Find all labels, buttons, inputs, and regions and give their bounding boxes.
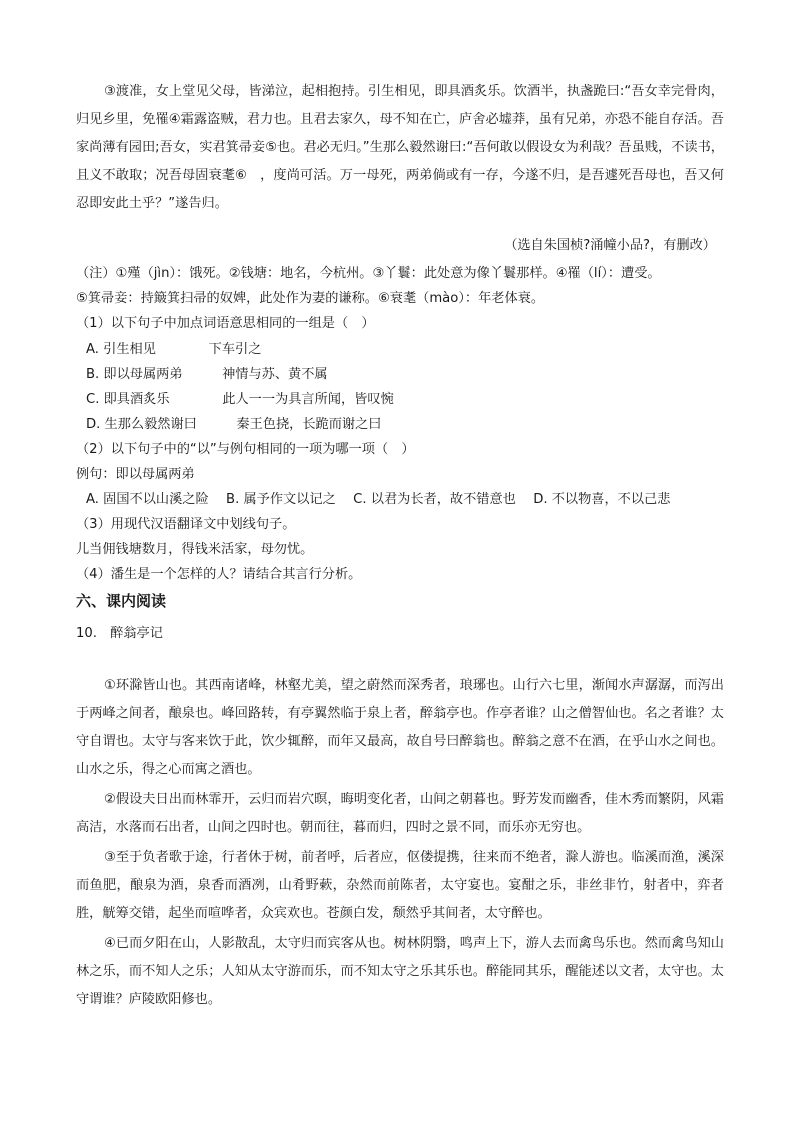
passage1-source: （选自朱国桢?涌幢小品?，有删改） xyxy=(504,238,716,253)
notes-line2: ⑤箕帚妾：持簸箕扫帚的奴婢，此处作为妻的谦称。⑥衰耄（mào）：年老体衰。 xyxy=(76,291,545,306)
notes-line1: （注）①殣（jìn）：饿死。②钱塘：地名，今杭州。③丫鬟：此处意为像丫鬟那样。④罹（lí）：遭受。 xyxy=(76,266,661,281)
question-3: （3）用现代汉语翻译文中划线句子。 xyxy=(76,517,296,532)
q1-option-a: A. 引生相见 下车引之 xyxy=(86,342,262,357)
passage2-paragraph3: ③至于负者歌于途，行者休于树，前者呼，后者应，伛偻提携，往来而不绝者，滁人游也。临溪而渔，溪深而鱼肥，酿泉为酒，泉香而酒冽，山肴野蔌，杂然而前陈者，太守宴也。宴酣之乐，非丝非竹，射者中，弈者胜，觥筹交错，起坐而喧哗者，众宾欢也。苍颜白发，颓然乎其间者，太守醉也。 xyxy=(76,850,724,921)
section-heading: 六、课内阅读 xyxy=(76,592,167,610)
question-1: （1）以下句子中加点词语意思相同的一组是（ ） xyxy=(76,316,375,331)
q1-option-c: C. 即具酒炙乐 此人一一为具言所闻，皆叹惋 xyxy=(86,392,394,407)
passage2-paragraph4: ④已而夕阳在山，人影散乱，太守归而宾客从也。树林阴翳，鸣声上下，游人去而禽鸟乐也。然而禽鸟知山林之乐，而不知人之乐；人知从太守游而乐，而不知太守之乐其乐也。醉能同其乐，醒能述以文者，太守也。太守谓谁？庐陵欧阳修也。 xyxy=(76,936,724,1007)
q1-option-d: D. 生那么毅然谢曰 秦王色挠，长跪而谢之曰 xyxy=(86,417,382,432)
section-item-title: 10. 醉翁亭记 xyxy=(76,626,163,641)
question-2: （2）以下句子中的“以”与例句相同的一项为哪一项（ ） xyxy=(76,442,415,457)
q1-option-b: B. 即以母属两弟 神情与苏、黄不属 xyxy=(86,367,328,382)
q2-options: A. 固国不以山溪之险 B. 属予作文以记之 C. 以君为长者，故不错意也 D. 不以物喜，不以己悲 xyxy=(86,492,671,507)
question-4: （4）潘生是一个怎样的人？请结合其言行分析。 xyxy=(76,567,362,582)
q3-sentence: 儿当佣钱塘数月，得钱米活家，母勿忧。 xyxy=(76,542,314,557)
q2-example: 例句：即以母属两弟 xyxy=(76,467,195,482)
passage2-paragraph1: ①环滁皆山也。其西南诸峰，林壑尤美，望之蔚然而深秀者，琅琊也。山行六七里，渐闻水声潺潺，而泻出于两峰之间者，酿泉也。峰回路转，有亭翼然临于泉上者，醉翁亭也。作亭者谁？山之僧智仙也。名之者谁？太守自谓也。太守与客来饮于此，饮少辄醉，而年又最高，故自号曰醉翁也。醉翁之意不在酒，在乎山水之间也。山水之乐，得之心而寓之酒也。 xyxy=(76,678,724,777)
passage2-paragraph2: ②假设夫日出而林霏开，云归而岩穴暝，晦明变化者，山间之朝暮也。野芳发而幽香，佳木秀而繁阴，风霜高洁，水落而石出者，山间之四时也。朝而往，暮而归，四时之景不同，而乐亦无穷也。 xyxy=(76,792,724,835)
passage1-paragraph3: ③渡准，女上堂见父母，皆涕泣，起相抱持。引生相见，即具酒炙乐。饮酒半，执盏跪曰:“吾女幸完骨肉，归见乡里，免罹④霜露盗贼，君力也。且君去家久，母不知在亡，庐舍必墟莽，虽有兄弟，亦恐不能自存活。吾家尚薄有园田;吾女，实君箕帚妾⑤也。君必无归。”生那么毅然谢曰:“吾何敢以假设女为利哉？吾虽贱，不读书，且义不敢取；况吾母固衰耄⑥ ，度尚可活。万一母死，两弟倘或有一存，今遂不归，是吾遽死吾母也，吾又何忍即安此土乎？”遂告归。 xyxy=(76,84,724,211)
